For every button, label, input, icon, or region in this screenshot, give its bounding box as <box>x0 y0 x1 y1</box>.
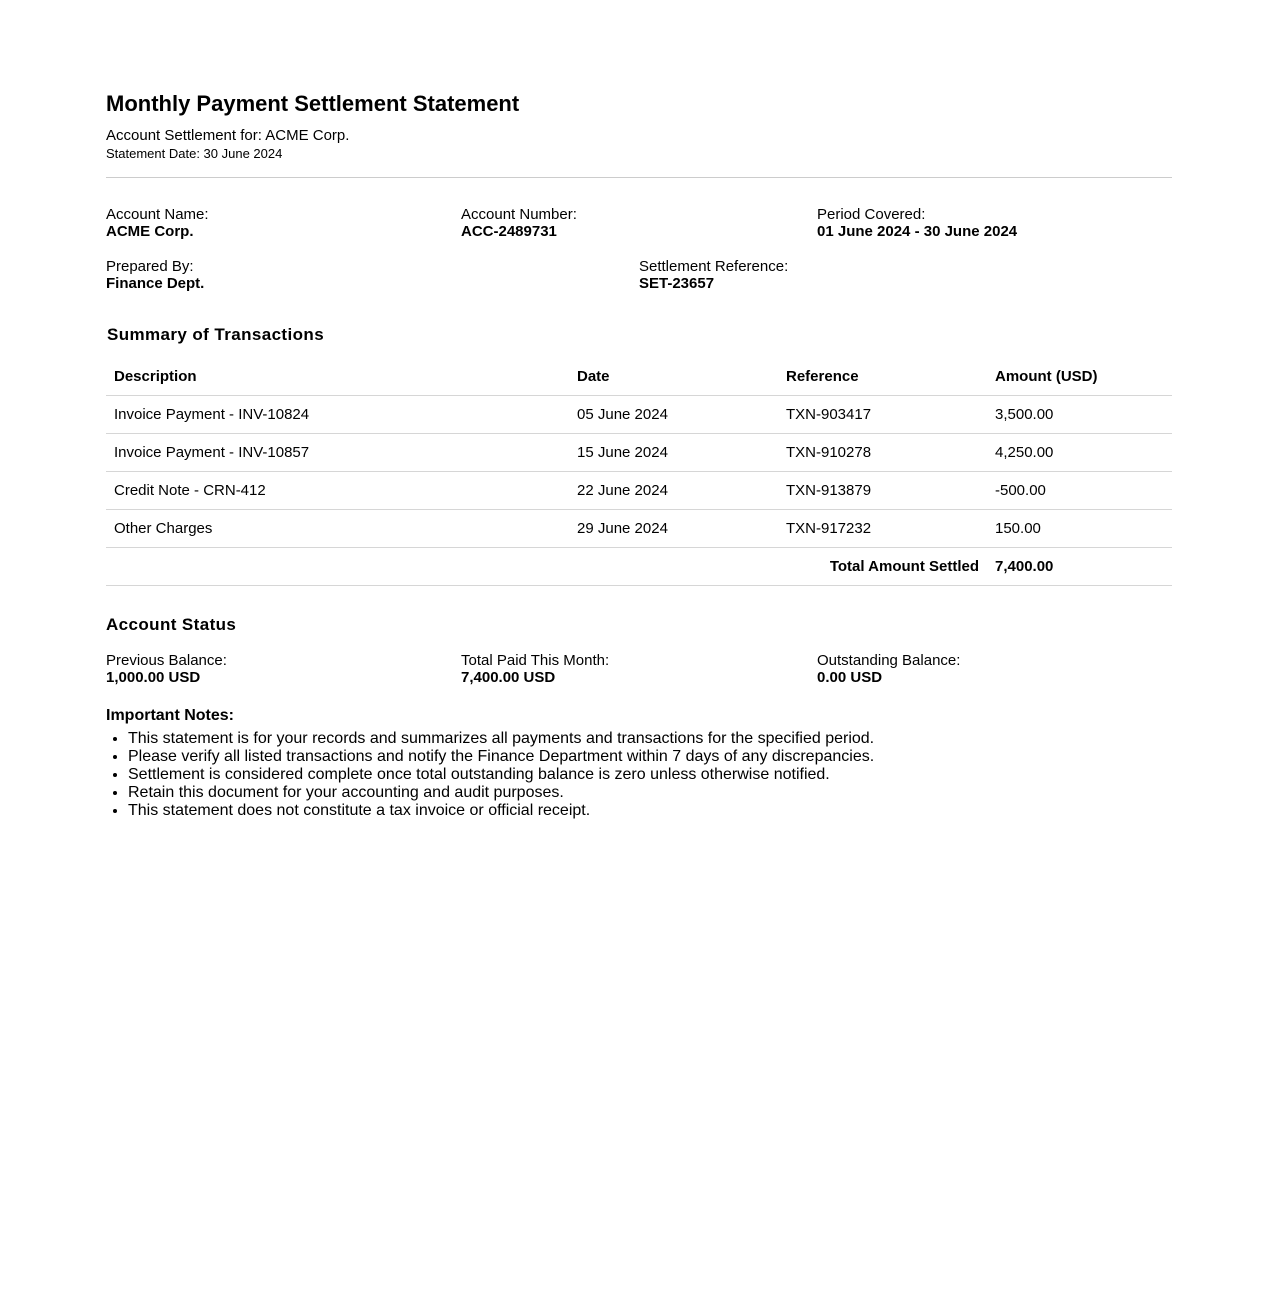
account-settlement-subtitle: Account Settlement for: ACME Corp. <box>106 127 350 144</box>
important-notes-heading: Important Notes: <box>106 707 234 724</box>
list-item: • Retain this document for your accounting and audit purposes. <box>128 784 1168 802</box>
column-header-reference: Reference <box>778 358 987 396</box>
list-item: • This statement is for your records and summarizes all payments and transactions for the specified period. <box>128 730 1168 748</box>
row-amount: 4,250.00 <box>987 434 1172 472</box>
table-row <box>106 510 1172 548</box>
period-covered-label: Period Covered: <box>817 206 926 223</box>
statement-date: Statement Date: 30 June 2024 <box>106 146 283 161</box>
row-description: Invoice Payment - INV-10824 <box>106 396 569 434</box>
transactions-table <box>106 358 1172 586</box>
row-description: Credit Note - CRN-412 <box>106 472 569 510</box>
prepared-by-field <box>106 258 204 292</box>
prepared-by-label: Prepared By: <box>106 258 194 275</box>
row-description: Other Charges <box>106 510 569 548</box>
page-title: Monthly Payment Settlement Statement <box>106 91 520 116</box>
column-header-description: Description <box>106 358 569 396</box>
important-notes-list <box>106 730 1168 820</box>
total-amount-value: 7,400.00 <box>987 548 1172 586</box>
column-header-amount: Amount (USD) <box>987 358 1172 396</box>
account-status-heading: Account Status <box>106 615 237 634</box>
table-row <box>106 434 1172 472</box>
row-date: 05 June 2024 <box>569 396 778 434</box>
row-reference: TXN-917232 <box>778 510 987 548</box>
period-covered-value: 01 June 2024 - 30 June 2024 <box>817 223 1018 240</box>
account-number-field <box>461 206 577 240</box>
account-name-field <box>106 206 209 240</box>
previous-balance-value: 1,000.00 USD <box>106 669 201 686</box>
row-reference: TXN-910278 <box>778 434 987 472</box>
outstanding-balance-value: 0.00 USD <box>817 669 883 686</box>
row-amount: -500.00 <box>987 472 1172 510</box>
table-row <box>106 396 1172 434</box>
outstanding-balance-label: Outstanding Balance: <box>817 652 961 669</box>
total-row <box>106 548 1172 586</box>
previous-balance-label: Previous Balance: <box>106 652 227 669</box>
account-name-label: Account Name: <box>106 206 209 223</box>
prepared-by-value: Finance Dept. <box>106 275 205 292</box>
row-reference: TXN-903417 <box>778 396 987 434</box>
settlement-reference-label: Settlement Reference: <box>639 258 789 275</box>
row-amount: 150.00 <box>987 510 1172 548</box>
list-item: • Settlement is considered complete once total outstanding balance is zero unless otherwise notified. <box>128 766 1168 784</box>
period-covered-field <box>817 206 1017 240</box>
settlement-reference-field <box>639 258 788 292</box>
row-date: 22 June 2024 <box>569 472 778 510</box>
account-name-value: ACME Corp. <box>106 223 194 240</box>
column-header-date: Date <box>569 358 778 396</box>
row-amount: 3,500.00 <box>987 396 1172 434</box>
row-description: Invoice Payment - INV-10857 <box>106 434 569 472</box>
list-item: • Please verify all listed transactions and notify the Finance Department within 7 days of any discrepancies. <box>128 748 1168 766</box>
table-header-row <box>106 358 1172 396</box>
settlement-reference-value: SET-23657 <box>639 275 715 292</box>
outstanding-balance-field <box>817 652 960 686</box>
previous-balance-field <box>106 652 227 686</box>
account-number-value: ACC-2489731 <box>461 223 557 240</box>
total-paid-label: Total Paid This Month: <box>461 652 610 669</box>
total-paid-field <box>461 652 609 686</box>
total-amount-label: Total Amount Settled <box>106 548 987 586</box>
list-item: • This statement does not constitute a tax invoice or official receipt. <box>128 802 1168 820</box>
row-date: 29 June 2024 <box>569 510 778 548</box>
account-number-label: Account Number: <box>461 206 577 223</box>
row-date: 15 June 2024 <box>569 434 778 472</box>
table-row <box>106 472 1172 510</box>
total-paid-value: 7,400.00 USD <box>461 669 556 686</box>
transactions-heading: Summary of Transactions <box>107 325 325 344</box>
header-divider <box>106 177 1172 178</box>
row-reference: TXN-913879 <box>778 472 987 510</box>
